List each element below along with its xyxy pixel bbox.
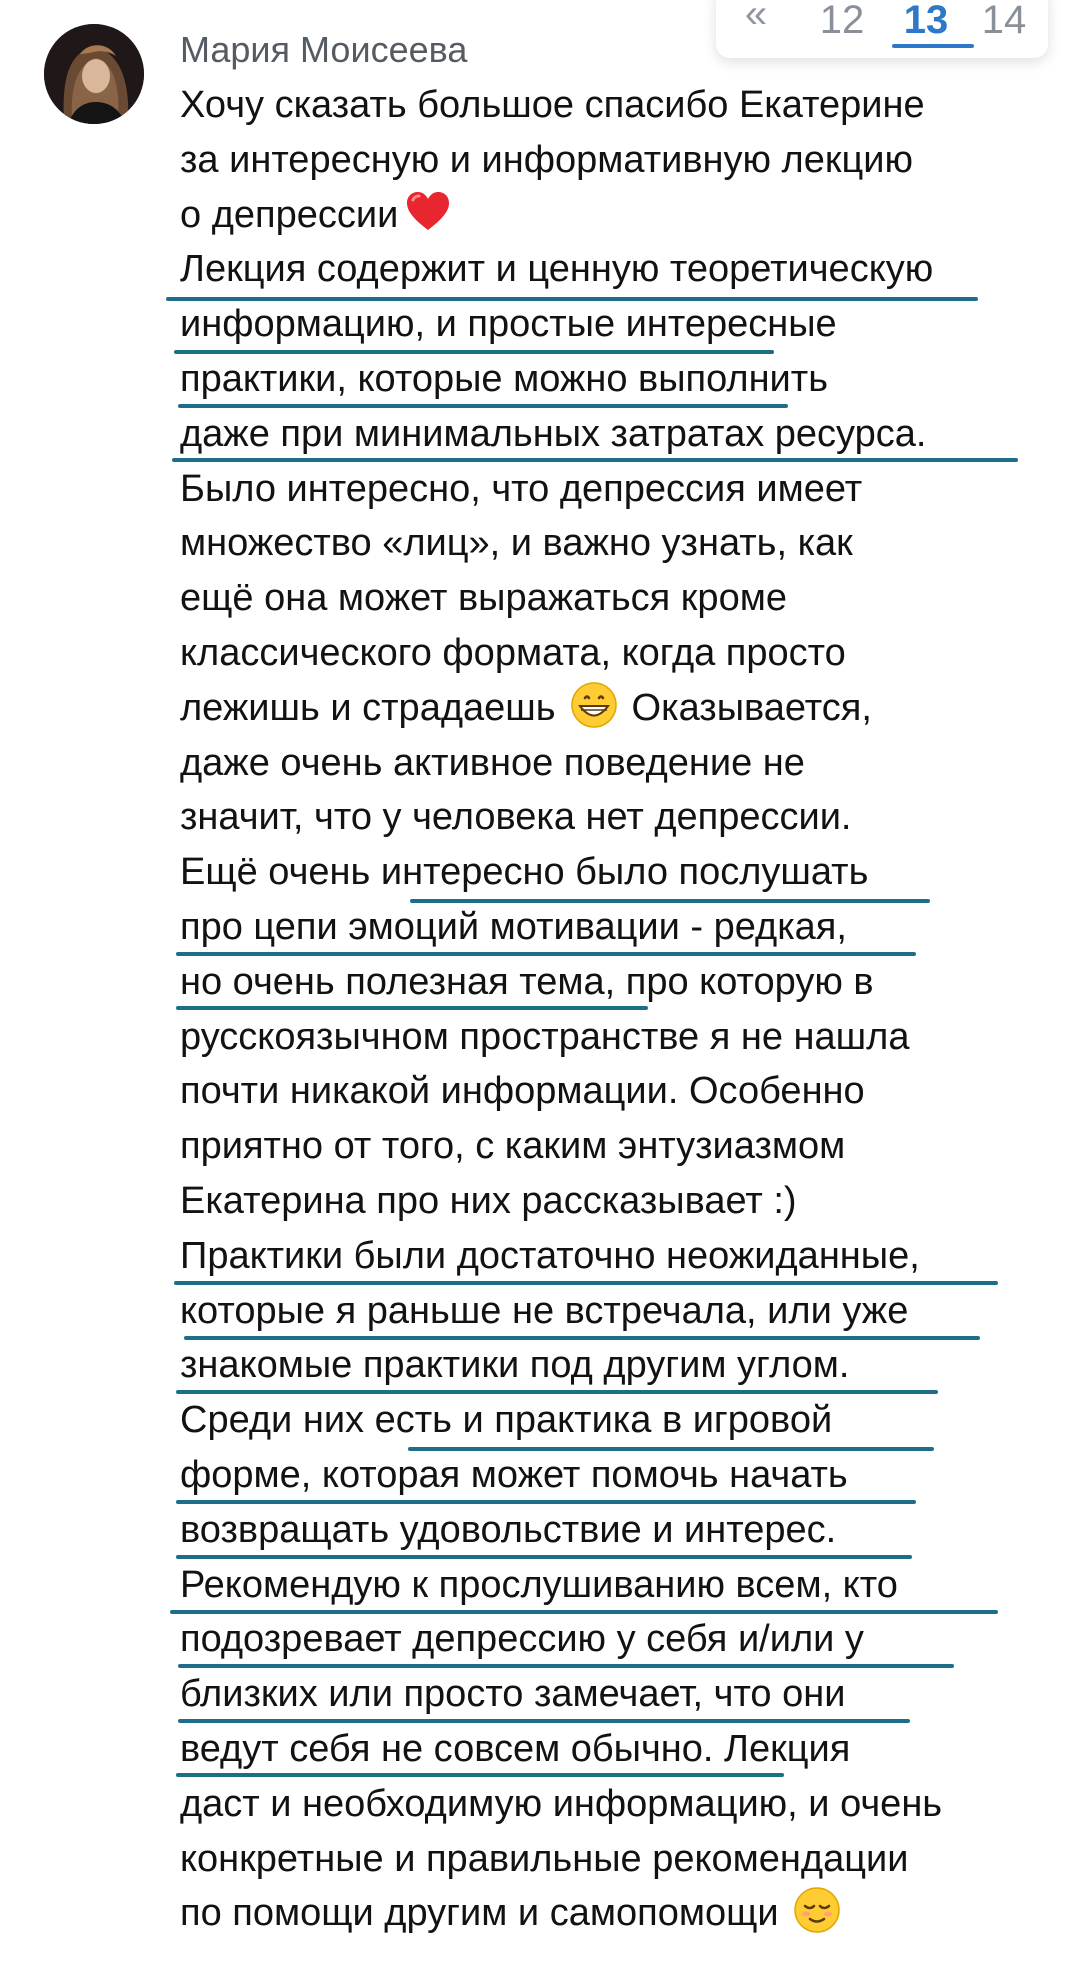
comment-line: по помощи другим и самопомощи <box>180 1886 1060 1941</box>
comment-line: конкретные и правильные рекомендации <box>180 1837 909 1880</box>
comment-line: даже очень активное поведение не <box>180 741 805 784</box>
comment-line: форме, которая может помочь начать <box>180 1448 1060 1503</box>
relieved-face-icon <box>793 1886 841 1934</box>
pagination-page-13-current[interactable]: 13 <box>903 0 949 42</box>
pagination-prev-button[interactable]: « <box>744 0 768 36</box>
comment-line: информацию, и простые интересные <box>180 297 1060 352</box>
comment-line: Хочу сказать большое спасибо Екатерине <box>180 84 925 126</box>
comment-line: ведут себя не совсем обычно. Лекция <box>180 1722 1060 1777</box>
comment-line: знакомые практики под другим углом. <box>180 1338 1060 1393</box>
user-avatar[interactable] <box>44 24 144 124</box>
comment-line: близких или просто замечает, что они <box>180 1667 1060 1722</box>
comment-line: про цепи эмоций мотивации - редкая, <box>180 900 1060 955</box>
comment-line: даст и необходимую информацию, и очень <box>180 1782 943 1825</box>
comment-line: о депрессии <box>180 188 1060 243</box>
avatar-photo-icon <box>44 24 144 124</box>
comment-line: русскоязычном пространстве я не нашла <box>180 1015 910 1058</box>
comment-line: подозревает депрессию у себя и/или у <box>180 1612 1060 1667</box>
comment-line: Практики были достаточно неожиданные, <box>180 1229 1060 1284</box>
author-name[interactable]: Мария Моисеева <box>180 29 468 70</box>
comment-line: множество «лиц», и важно узнать, как <box>180 522 853 565</box>
pagination-current-indicator <box>892 44 974 48</box>
comment-line: лежишь и страдаешь Оказывается, <box>180 681 1060 736</box>
comment-line: почти никакой информации. Особенно <box>180 1070 865 1113</box>
comment-line: возвращать удовольствие и интерес. <box>180 1503 1060 1558</box>
comment-line: значит, что у человека нет депрессии. <box>180 796 852 839</box>
comment-line: Ещё очень интересно было послушать <box>180 845 1060 900</box>
comment-line: классического формата, когда просто <box>180 631 846 674</box>
comment-line: Среди них есть и практика в игровой <box>180 1393 1060 1448</box>
comment-line: Екатерина про них рассказывает :) <box>180 1179 797 1222</box>
comment-line: практики, которые можно выполнить <box>180 352 1060 407</box>
pagination <box>716 0 1048 58</box>
grinning-face-icon <box>570 681 618 729</box>
comment-body <box>180 78 1060 1941</box>
comment-line: Рекомендую к прослушиванию всем, кто <box>180 1558 1060 1613</box>
pagination-page-12[interactable]: 12 <box>819 0 865 42</box>
comment-line: за интересную и информативную лекцию <box>180 138 913 181</box>
comment-line: Было интересно, что депрессия имеет <box>180 467 863 510</box>
comment-line: но очень полезная тема, про которую в <box>180 955 1060 1010</box>
comment-line: даже при минимальных затратах ресурса. <box>180 407 1060 462</box>
comment-line: ещё она может выражаться кроме <box>180 577 787 620</box>
comment-line: приятно от того, с каким энтузиазмом <box>180 1125 846 1168</box>
pagination-page-14[interactable]: 14 <box>981 0 1027 42</box>
comment-line: Лекция содержит и ценную теоретическую <box>180 242 1060 297</box>
comment-line: которые я раньше не встречала, или уже <box>180 1284 1060 1339</box>
red-heart-icon <box>404 188 452 236</box>
